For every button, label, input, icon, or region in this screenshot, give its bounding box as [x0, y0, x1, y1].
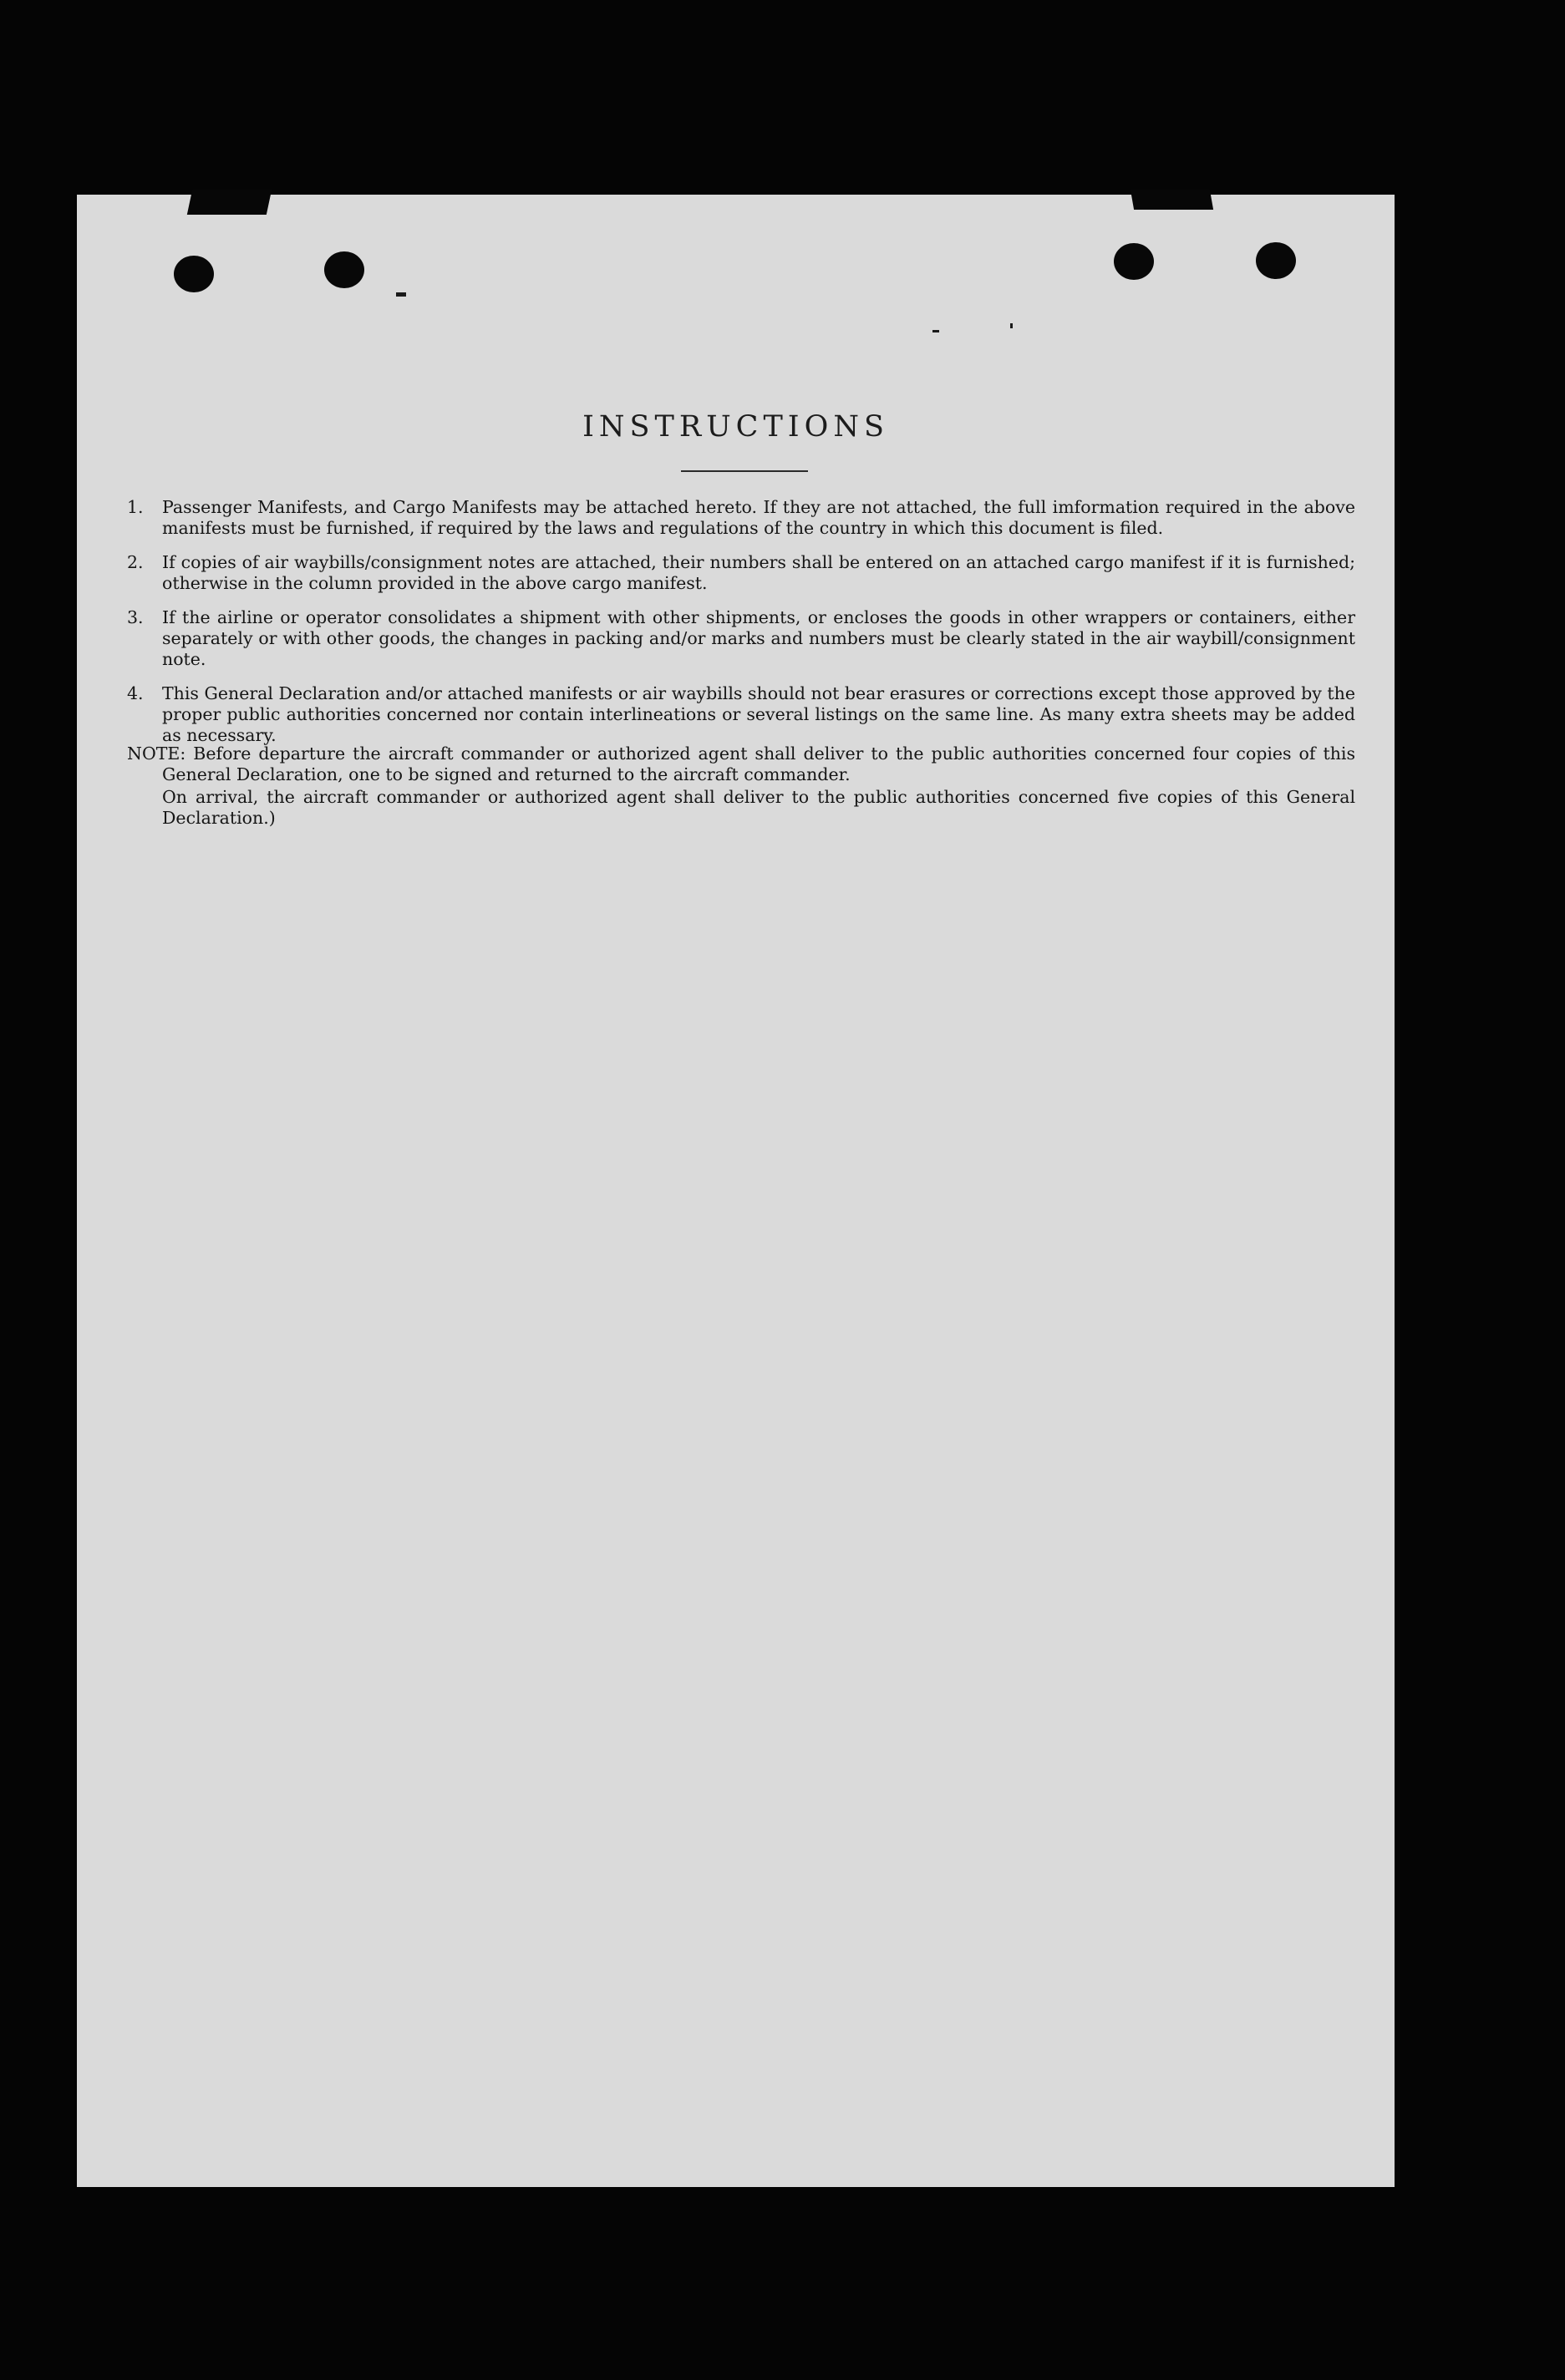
document-page [77, 195, 1395, 2187]
instruction-text: Passenger Manifests, and Cargo Manifests may be attached hereto. If they are not attached, the full imformation required in the above manifests must be furnished, if required by the laws and regulations of the country in which this document is filed. [162, 497, 1355, 538]
instruction-item [127, 552, 1355, 594]
punch-hole-3 [1114, 243, 1154, 280]
binding-tab-right [1131, 190, 1213, 210]
instruction-text: This General Declaration and/or attached manifests or air waybills should not bear erasures or corrections except those approved by the proper public authorities concerned nor contain interlineations or several listings on the same line. As many extra sheets may be added as necessary. [162, 683, 1355, 745]
instructions-list [127, 497, 1355, 759]
instruction-number: 2. [127, 552, 144, 572]
note-block [127, 743, 1355, 829]
note-second-paragraph: On arrival, the aircraft commander or authorized agent shall deliver to the public authorities concerned five copies of this General Declaration.) [162, 787, 1355, 828]
instruction-text: If the airline or operator consolidates a shipment with other shipments, or encloses the goods in other wrappers or containers, either separately or with other goods, the changes in packing and/or marks and numbers must be clearly stated in the air waybill/consignment note. [162, 607, 1355, 669]
speck-mark [1010, 323, 1013, 328]
instruction-item [127, 607, 1355, 670]
instruction-number: 3. [127, 607, 144, 627]
page-title: INSTRUCTIONS [582, 410, 889, 444]
note-first-text: Before departure the aircraft commander or authorized agent shall deliver to the public authorities concerned four copies of this General Declaration, one to be signed and returned to the aircraft commander. [162, 743, 1355, 784]
instruction-item [127, 497, 1355, 539]
punch-hole-2 [324, 251, 364, 288]
punch-hole-1 [174, 256, 214, 292]
punch-hole-4 [1256, 242, 1296, 279]
speck-mark [932, 330, 939, 332]
title-divider [681, 470, 808, 472]
instruction-text: If copies of air waybills/consignment notes are attached, their numbers shall be entered on an attached cargo manifest if it is furnished; otherwise in the column provided in the above cargo manifest. [162, 552, 1355, 593]
binding-tab-left [187, 190, 272, 215]
instruction-number: 4. [127, 683, 144, 703]
note-first-paragraph [127, 743, 1355, 785]
instruction-item [127, 683, 1355, 746]
note-label: NOTE: [127, 743, 186, 764]
instruction-number: 1. [127, 497, 144, 517]
speck-mark [396, 292, 406, 297]
